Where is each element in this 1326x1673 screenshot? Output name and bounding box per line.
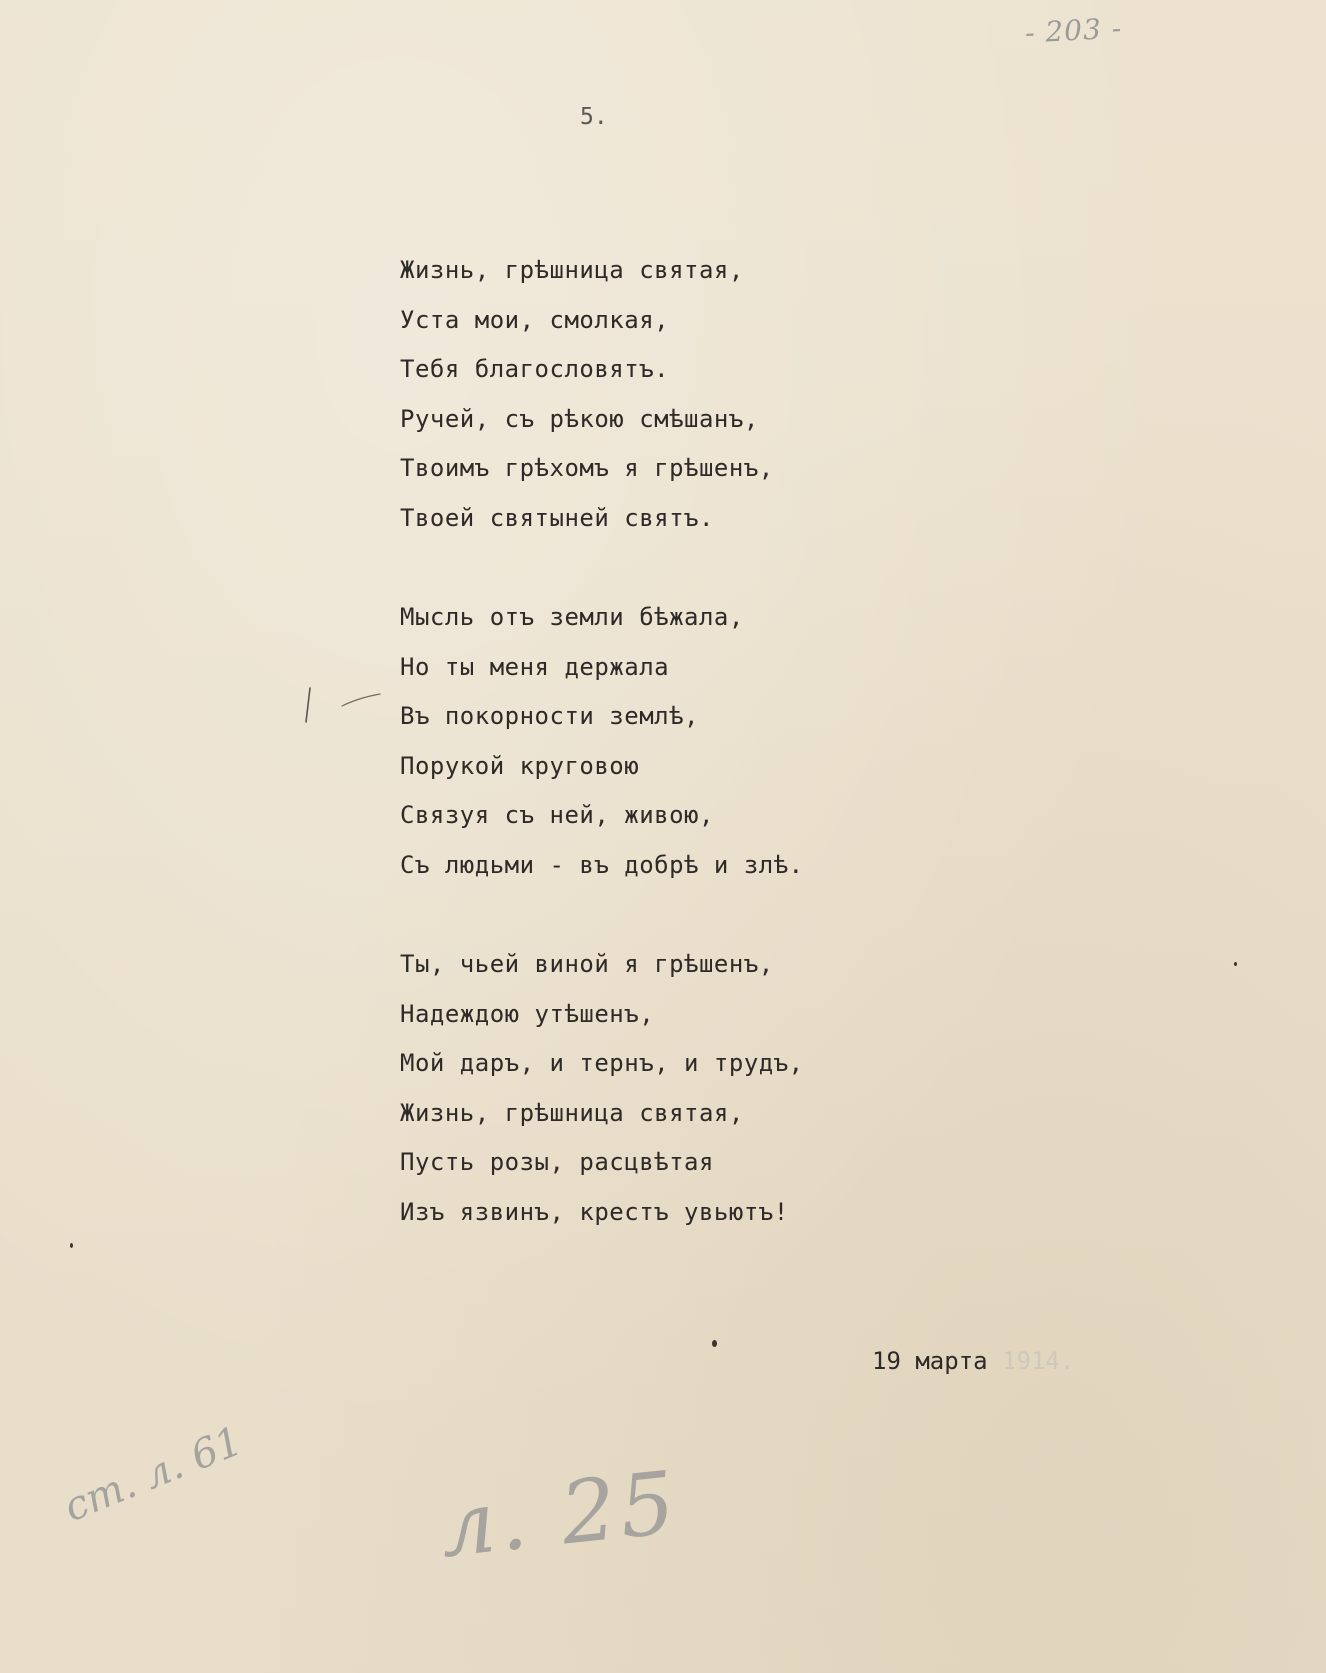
poem-line: Ручей, съ рѣкою смѣшанъ, [400,404,759,433]
stanza-3 [400,940,920,1237]
poem-line: Твоей святыней святъ. [400,503,714,532]
poem-line: Связуя съ ней, живою, [400,801,714,829]
poem-line: Твоимъ грѣхомъ я грѣшенъ, [400,454,774,482]
poem-line: Изъ язвинъ, крестъ увьютъ! [400,1197,789,1226]
poem-line: Надеждою утѣшенъ, [400,999,655,1028]
date-year: 1914. [1002,1347,1075,1375]
poem-line: Мысль отъ земли бѣжала, [400,603,744,631]
poem-body [400,246,920,1287]
poem-line: Съ людьми - въ добрѣ и злѣ. [400,850,804,879]
poem-number: 5. [580,104,608,130]
poem-line: Уста мои, смолкая, [400,305,670,334]
poem-line: Ты, чьей виной я грѣшенъ, [400,950,774,978]
folio-number: - 203 - [1024,11,1123,50]
date-line [872,1347,1074,1375]
poem-line: Въ покорности землѣ, [400,702,699,730]
stanza-1 [400,246,920,543]
poem-line: Порукой круговою [400,751,640,780]
date-day-month: 19 марта [872,1347,988,1375]
margin-pencil-mark [298,684,382,724]
poem-line: Пусть розы, расцвѣтая [400,1148,714,1176]
poem-line: Тебя благословятъ. [400,355,670,383]
pencil-note-bottom: л. 25 [435,1452,684,1578]
stanza-2 [400,593,920,890]
poem-line: Жизнь, грѣшница святая, [400,256,744,284]
poem-line: Но ты меня держала [400,652,670,681]
ink-speck [70,1243,73,1248]
ink-speck [1234,962,1237,966]
poem-line: Жизнь, грѣшница святая, [400,1098,744,1127]
poem-line: Мой даръ, и тернъ, и трудъ, [400,1049,804,1077]
pencil-note-left: ст. л. 61 [57,1418,249,1531]
ink-speck [712,1340,717,1347]
